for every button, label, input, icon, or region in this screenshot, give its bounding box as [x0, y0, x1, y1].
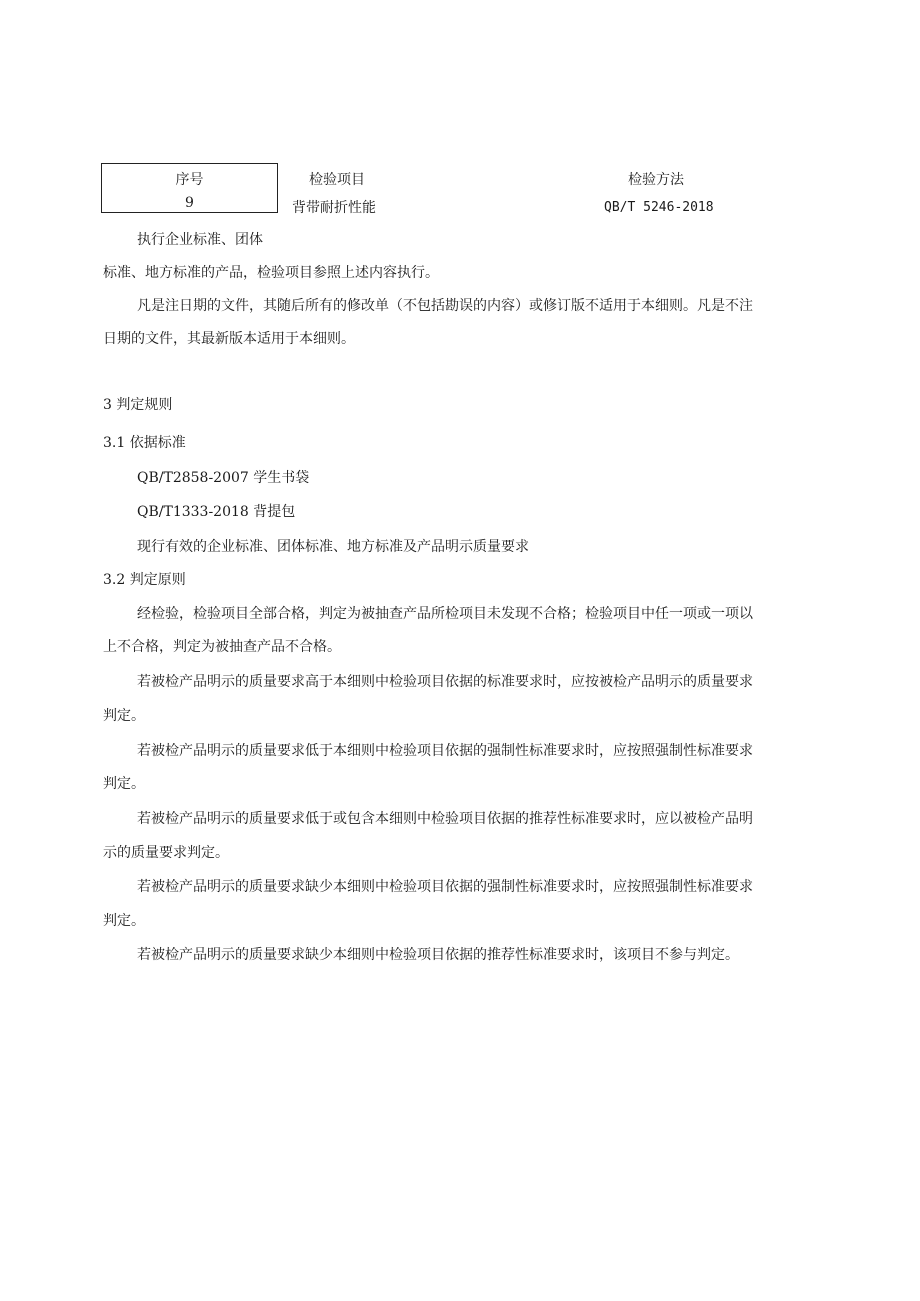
rule-line: 示的质量要求判定。 [103, 845, 229, 861]
paragraph-line: 日期的文件，其最新版本适用于本细则。 [103, 331, 355, 347]
paragraph-line: 标准、地方标准的产品，检验项目参照上述内容执行。 [103, 265, 439, 281]
rule-line: 若被检产品明示的质量要求缺少本细则中检验项目依据的强制性标准要求时，应按照强制性标准要求 [137, 879, 753, 895]
standard-item: QB/T2858-2007 学生书袋 [137, 470, 310, 486]
rule-line: 判定。 [103, 913, 145, 929]
rule-line: 判定。 [103, 708, 145, 724]
rule-line: 经检验，检验项目全部合格，判定为被抽查产品所检项目未发现不合格；检验项目中任一项或一项以 [137, 606, 753, 622]
subsection-heading: 3.1 依据标准 [103, 435, 186, 451]
paragraph-line: 执行企业标准、团体 [137, 232, 263, 248]
rule-line: 判定。 [103, 776, 145, 792]
subsection-heading: 3.2 判定原则 [103, 572, 186, 588]
table-header-item: 检验项目 [309, 172, 365, 188]
table-cell-seq: 9 [185, 195, 194, 211]
table-cell-method: QB/T 5246-2018 [604, 200, 714, 215]
rule-line: 上不合格，判定为被抽查产品不合格。 [103, 639, 341, 655]
section-heading: 3 判定规则 [103, 397, 173, 413]
rule-line: 若被检产品明示的质量要求高于本细则中检验项目依据的标准要求时，应按被检产品明示的质量要求 [137, 674, 753, 690]
standard-item: 现行有效的企业标准、团体标准、地方标准及产品明示质量要求 [137, 539, 529, 555]
rule-line: 若被检产品明示的质量要求低于或包含本细则中检验项目依据的推荐性标准要求时，应以被检产品明 [137, 811, 753, 827]
table-cell-item: 背带耐折性能 [292, 200, 376, 216]
table-header-seq: 序号 [175, 172, 204, 188]
standard-item: QB/T1333-2018 背提包 [137, 504, 296, 520]
table-header-method: 检验方法 [628, 172, 684, 188]
paragraph-line: 凡是注日期的文件，其随后所有的修改单（不包括勘误的内容）或修订版不适用于本细则。凡是不注 [137, 298, 753, 314]
rule-line: 若被检产品明示的质量要求低于本细则中检验项目依据的强制性标准要求时，应按照强制性标准要求 [137, 743, 753, 759]
rule-line: 若被检产品明示的质量要求缺少本细则中检验项目依据的推荐性标准要求时，该项目不参与判定。 [137, 947, 739, 963]
